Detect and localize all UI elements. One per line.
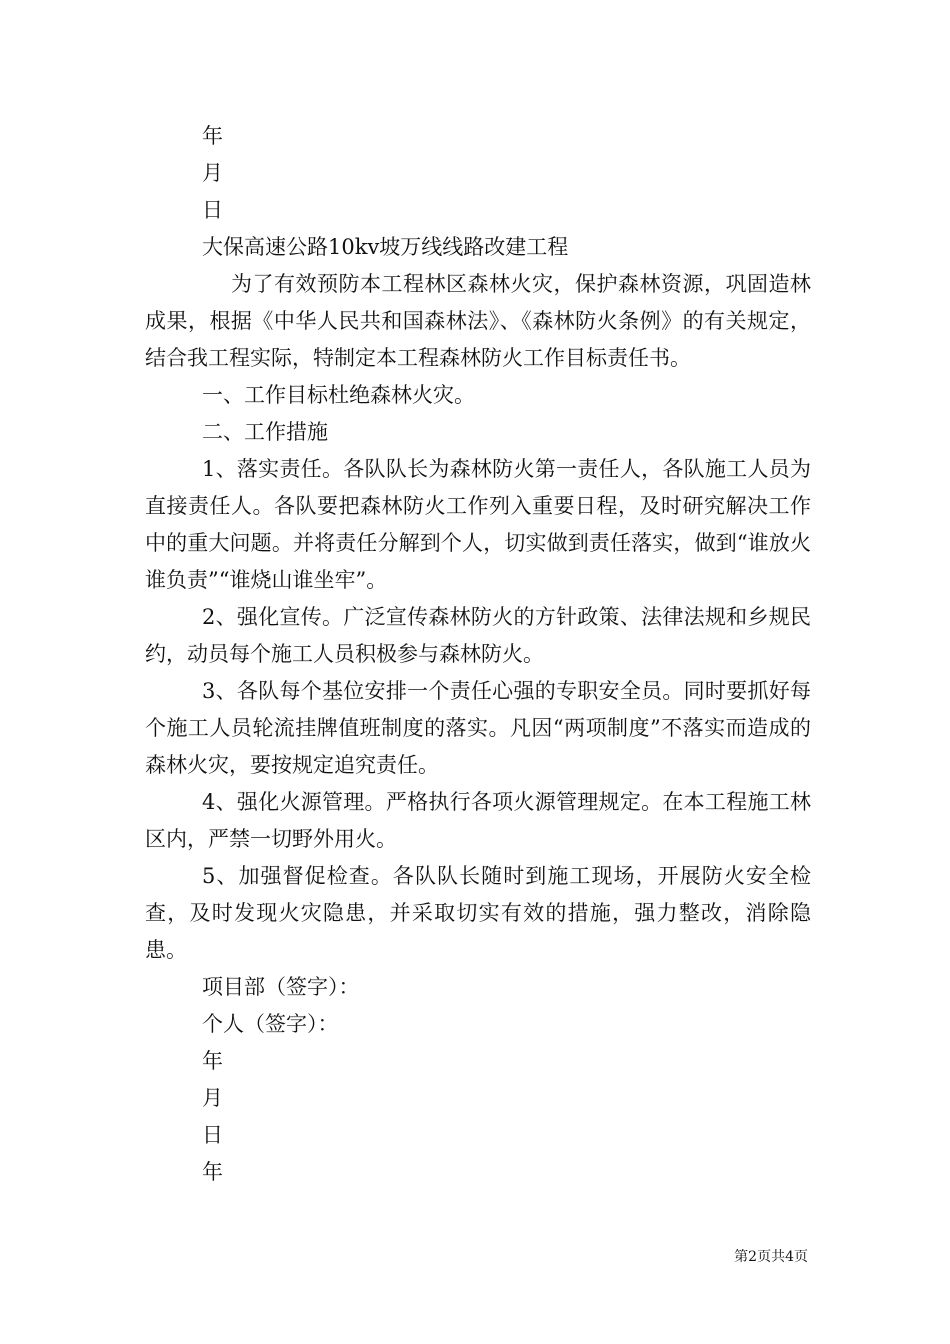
date-month-top: 月 [202,161,223,185]
project-title: 大保高速公路10kv坡万线线路改建工程 [202,235,569,259]
date-year-top: 年 [202,124,223,148]
signature-individual: 个人（签字）： [202,1012,339,1036]
measure-3: 3、各队每个基位安排一个责任心强的专职安全员。同时要抓好每个施工人员轮流挂牌值班制度的落实。凡因“两项制度”不落实而造成的森林火灾，要按规定追究责任。 [145,679,811,777]
date-day-bottom: 日 [202,1123,223,1147]
signature-project-dept: 项目部（签字）： [202,975,360,999]
document-body [145,118,811,1191]
section-work-goal: 一、工作目标杜绝森林火灾。 [202,383,475,407]
date-day-top: 日 [202,198,223,222]
date-year-bottom-2: 年 [202,1160,223,1184]
intro-paragraph: 为了有效预防本工程林区森林火灾，保护森林资源，巩固造林成果，根据《中华人民共和国森林法》、《森林防火条例》的有关规定，结合我工程实际，特制定本工程森林防火工作目标责任书。 [145,272,811,370]
section-work-measures: 二、工作措施 [202,420,328,444]
measure-4: 4、强化火源管理。严格执行各项火源管理规定。在本工程施工林区内，严禁一切野外用火。 [145,790,811,851]
measure-1: 1、落实责任。各队队长为森林防火第一责任人，各队施工人员为直接责任人。各队要把森林防火工作列入重要日程，及时研究解决工作中的重大问题。并将责任分解到个人，切实做到责任落实，做到“谁放火谁负责”“谁烧山谁坐牢”。 [145,457,811,592]
date-month-bottom: 月 [202,1086,223,1110]
measure-2: 2、强化宣传。广泛宣传森林防火的方针政策、法律法规和乡规民约，动员每个施工人员积极参与森林防火。 [145,605,811,666]
date-year-bottom: 年 [202,1049,223,1073]
page-number: 第2页共4页 [734,1249,808,1265]
measure-5: 5、加强督促检查。各队队长随时到施工现场，开展防火安全检查，及时发现火灾隐患，并采取切实有效的措施，强力整改，消除隐患。 [145,864,811,962]
